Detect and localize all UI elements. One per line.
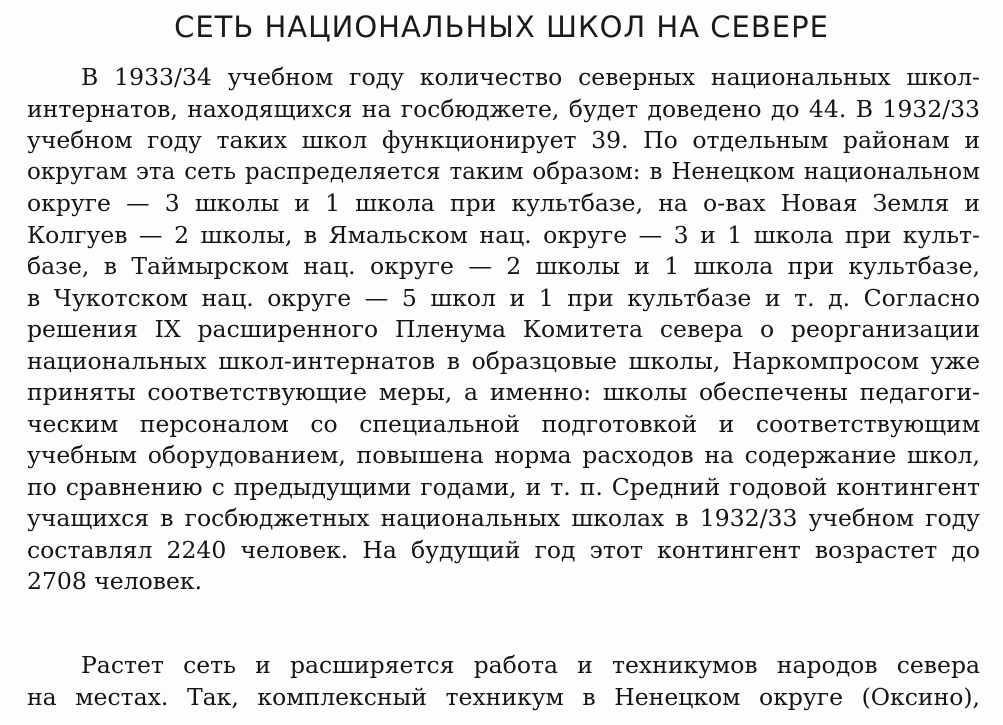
text-line: В 1933/34 учебном году количество северных национальных школ- [81, 63, 980, 91]
text-line: 2708 человек. [27, 567, 203, 595]
text-line: учебным оборудованием, повышена норма расходов на содержание школ, [27, 441, 980, 469]
text-line: Колгуев — 2 школы, в Ямальском нац. округе — 3 и 1 школа при культ- [27, 220, 980, 249]
text-line: ческим персоналом со специальной подготовкой и соответствующим [27, 409, 980, 438]
paragraph-1 [27, 62, 980, 598]
text-line: учащихся в госбюджетных национальных школах в 1932/33 учебном году [27, 504, 980, 532]
text-line: составлял 2240 человек. На будущий год этот контингент возрастет до [27, 535, 980, 564]
text-line: базе, в Таймырском нац. округе — 2 школы и 1 школа при культбазе, [27, 252, 980, 280]
text-line: приняты соответствующие меры, а именно: школы обеспечены педагоги- [27, 378, 980, 406]
text-line: интернатов, находящихся на госбюджете, будет доведено до 44. В 1932/33 [27, 94, 980, 123]
text-line: на местах. Так, комплексный техникум в Ненецком округе (Оксино), [27, 682, 980, 711]
page-title: СЕТЬ НАЦИОНАЛЬНЫХ ШКОЛ НА СЕВЕРЕ [174, 10, 829, 44]
text-line: решения IX расширенного Пленума Комитета севера о реорганизации [27, 315, 980, 343]
text-line: национальных школ-интернатов в образцовые школы, Наркомпросом уже [27, 346, 980, 375]
text-line: округам эта сеть распределяется таким образом: в Ненецком национальном [27, 158, 980, 185]
text-line: учебном году таких школ функционирует 39. По отдельным районам и [27, 126, 980, 154]
text-line: по сравнению с предыдущими годами, и т. п. Средний годовой контингент [27, 472, 980, 501]
text-line: в Чукотском нац. округе — 5 школ и 1 при культбазе и т. д. Согласно [27, 283, 980, 312]
text-line: Растет сеть и расширяется работа и техникумов народов севера [81, 651, 980, 679]
paragraph-2 [27, 650, 980, 713]
text-line: округе — 3 школы и 1 школа при культбазе, на о-вах Новая Земля и [27, 189, 980, 217]
